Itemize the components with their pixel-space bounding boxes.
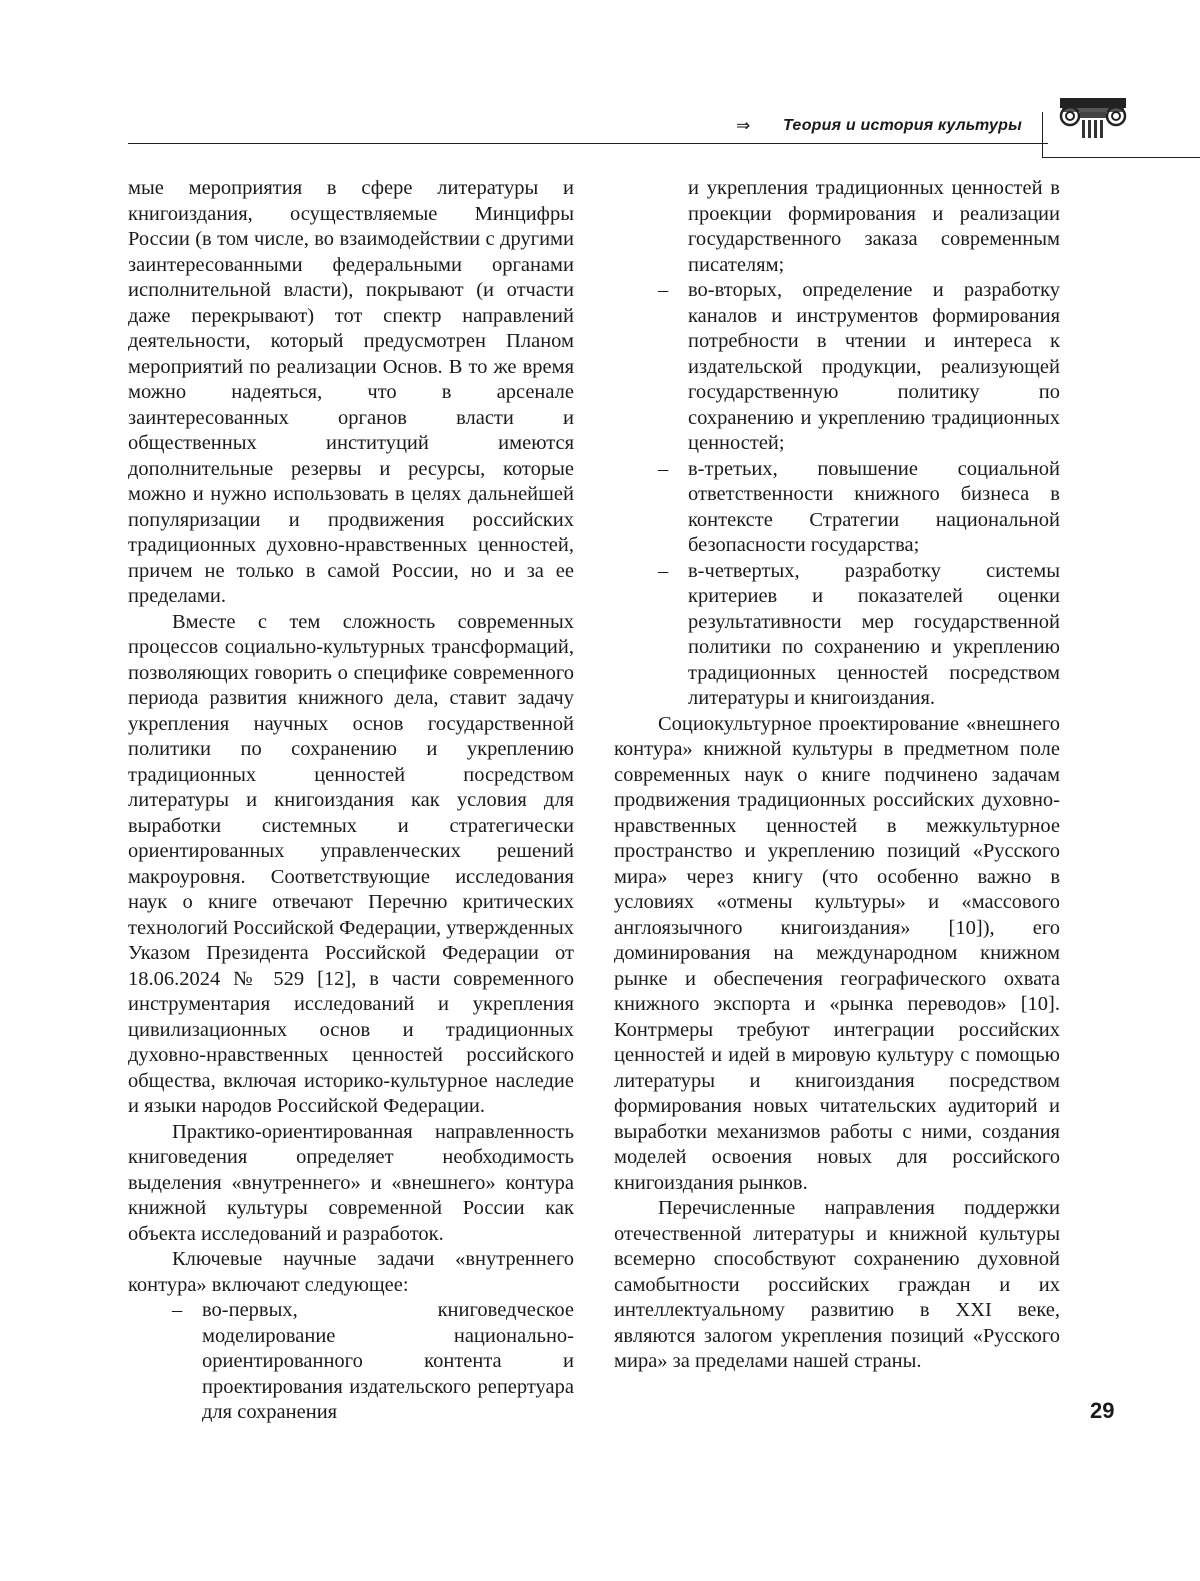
paragraph-3: Практико-ориентированная направленность книговедения определяет необходимость выделения «внутреннего» и «внешнего» контура книжной культуры современной России как объекта исследований и разработок. (128, 1120, 574, 1245)
list-item (128, 1298, 574, 1426)
paragraph-6: Перечисленные направления поддержки отечественной литературы и книжной культуры всемерно способствуют сохранению духовной самобытности российских граждан и их интеллектуальному развитию в XXI веке, являются залогом укрепления позиций «Русского мира» за пределами нашей страны. (614, 1197, 1060, 1372)
list-item-text: во-вторых, определение и разработку каналов и инструментов формирования потребности в чтении и интереса к издательской продукции, реализующей государственную политику по сохранению и укреплению традиционных ценностей; (688, 279, 1060, 454)
list-dash: – (172, 1299, 183, 1321)
list-item-text: в-третьих, повышение социальной ответственности книжного бизнеса в контексте Стратегии национальной безопасности государства; (688, 457, 1060, 556)
paragraph-4: Ключевые научные задачи «внутреннего контура» включают следующее: (128, 1248, 574, 1296)
list-item-continuation: и укрепления традиционных ценностей в проекции формирования и реализации государственного заказа современным писателям; (688, 177, 1060, 276)
header-hline (1042, 157, 1200, 158)
header-rule (128, 143, 1048, 144)
list-item (614, 457, 1060, 559)
list-item-text: во-первых, книговедческое моделирование национально-ориентированного контента и проектирования издательского репертуара для сохранения (202, 1299, 574, 1423)
list-dash: – (658, 279, 669, 301)
page-number: 29 (1090, 1398, 1115, 1423)
list-dash: – (658, 457, 669, 480)
ionic-column-capital-icon (1058, 92, 1128, 140)
paragraph-1: мые мероприятия в сфере литературы и книгоиздания, осуществляемые Минцифры России (в том числе, во взаимодействии с другими заинтересованными федеральными органами исполнительной власти), покрывают (и отчасти даже перекрывают) тот спектр направлений деятельности, который предусмотрен Планом мероприятий по реализации Основ. В то же время можно надеяться, что в арсенале заинтересованных органов власти и общественных институций имеются дополнительные резервы и ресурсы, которые можно и нужно использовать в целях дальнейшей популяризации и продвижения российских традиционных духовно-нравственных ценностей, причем не только в самой России, но и за ее пределами. (128, 177, 574, 607)
list-item (614, 278, 1060, 457)
header-arrow-icon: ⇒ (736, 116, 751, 136)
paragraph-2: Вместе с тем сложность современных процессов социально-культурных трансформаций, позволяющих говорить о специфике современного периода развития книжного дела, ставит задачу укрепления научных основ государственной политики по сохранению и укреплению традиционных ценностей посредством литературы и книгоиздания как условия для выработки системных и стратегически ориентированных управленческих решений макроуровня. Соответствующие исследования наук о книге отвечают Перечню критических технологий Российской Федерации, утвержденных Указом Президента Российской Федерации от 18.06.2024 № 529 [12], в части современного инструментария исследований и укрепления цивилизационных основ и традиционных духовно-нравственных ценностей российского общества, включая историко-культурное наследие и языки народов Российской Федерации. (128, 610, 574, 1117)
left-column (128, 176, 574, 1426)
list-dash: – (658, 559, 669, 582)
right-column (614, 176, 1060, 1375)
paragraph-5: Социокультурное проектирование «внешнего контура» книжной культуры в предметном поле современных наук о книге подчинено задачам продвижения традиционных российских духовно-нравственных ценностей в межкультурное пространство и укреплению позиций «Русского мира» через книгу (что особенно важно в условиях «отмены культуры» и «массового англоязычного книгоиздания» [10]), его доминирования на международном книжном рынке и обеспечения географического охвата книжного экспорта и «рынка переводов» [10]. Контрмеры требуют интеграции российских ценностей и идей в мировую культуру с помощью литературы и книгоиздания посредством формирования новых читательских аудиторий и выработки механизмов работы с ними, создания моделей освоения новых для российского книгоиздания рынков. (614, 712, 1060, 1194)
header-vline (1042, 112, 1043, 158)
running-head-title: Теория и история культуры (783, 117, 1022, 134)
list-item-text: в-четвертых, разработку системы критериев и показателей оценки результативности мер государственной политики по сохранению и укреплению традиционных ценностей посредством литературы и книгоиздания. (688, 559, 1060, 709)
list-item (614, 559, 1060, 712)
